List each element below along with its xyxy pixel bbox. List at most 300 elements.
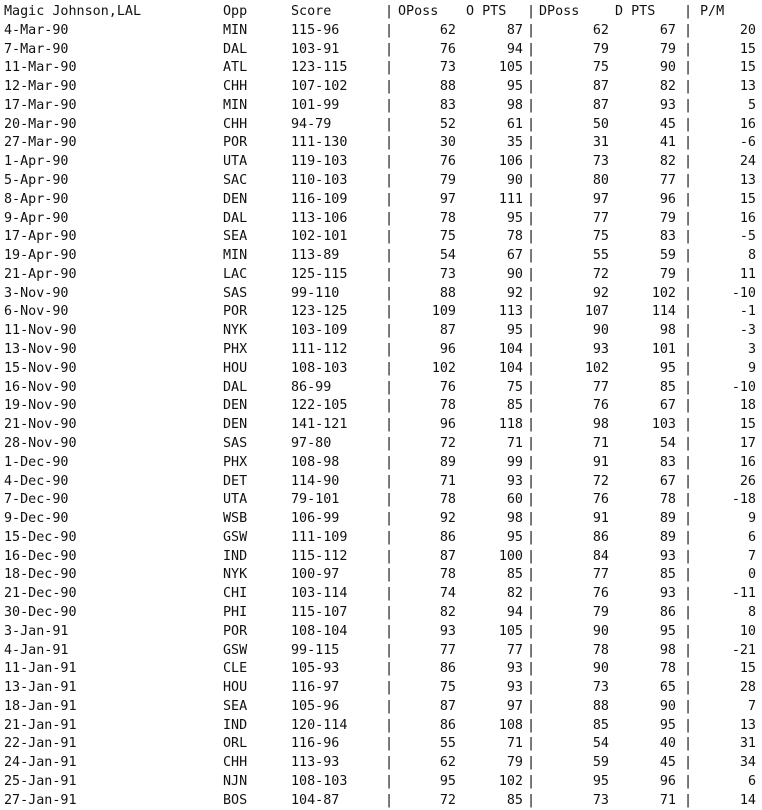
plus-minus-cell: 3 (747, 342, 756, 358)
column-separator: | (684, 323, 693, 339)
dposs-cell: 55 (592, 248, 609, 264)
date-cell: 4-Dec-90 (4, 473, 69, 489)
dpts-cell: 79 (659, 210, 676, 226)
plus-minus-cell: 24 (739, 154, 756, 170)
plus-minus-cell: 18 (739, 398, 756, 414)
column-separator: | (527, 511, 536, 527)
date-cell: 13-Jan-91 (4, 680, 77, 696)
dpts-cell: 83 (659, 229, 676, 245)
table-row (0, 58, 762, 77)
score-cell: 119-103 (291, 154, 348, 170)
table-row (0, 378, 762, 397)
dpts-cell: 54 (659, 435, 676, 451)
opts-cell: 95 (506, 529, 523, 545)
score-cell: 116-96 (291, 736, 340, 752)
score-cell: 105-93 (291, 661, 340, 677)
date-cell: 27-Jan-91 (4, 792, 77, 808)
oposs-cell: 88 (439, 285, 456, 301)
score-cell: 115-107 (291, 604, 348, 620)
column-separator: | (527, 173, 536, 189)
opponent-cell: CLE (223, 661, 248, 677)
opts-cell: 113 (498, 304, 523, 320)
score-cell: 99-115 (291, 642, 340, 658)
player-header: Magic Johnson,LAL (4, 4, 142, 19)
column-separator: | (385, 285, 394, 301)
column-separator: | (385, 22, 394, 38)
dpts-cell: 95 (659, 360, 676, 376)
dposs-cell: 73 (592, 680, 609, 696)
score-cell: 86-99 (291, 379, 332, 395)
column-separator: | (684, 435, 693, 451)
opts-cell: 111 (498, 191, 523, 207)
score-cell: 141-121 (291, 417, 348, 433)
oposs-cell: 92 (439, 511, 456, 527)
date-cell: 21-Apr-90 (4, 266, 77, 282)
opts-cell: 99 (506, 454, 523, 470)
dposs-cell: 88 (592, 698, 609, 714)
dpts-cell: 98 (659, 642, 676, 658)
dposs-cell: 86 (592, 529, 609, 545)
table-row (0, 171, 762, 190)
opponent-cell: UTA (223, 154, 248, 170)
column-separator: | (527, 116, 536, 132)
opponent-cell: ORL (223, 736, 248, 752)
opts-cell: 97 (506, 698, 523, 714)
column-separator: | (684, 417, 693, 433)
column-separator: | (527, 454, 536, 470)
table-row (0, 265, 762, 284)
opponent-cell: PHI (223, 604, 248, 620)
plus-minus-cell: -10 (731, 379, 756, 395)
oposs-cell: 78 (439, 210, 456, 226)
column-separator: | (527, 229, 536, 245)
column-separator: | (684, 210, 693, 226)
opts-cell: 87 (506, 22, 523, 38)
oposs-cell: 88 (439, 79, 456, 95)
dposs-cell: 76 (592, 586, 609, 602)
score-cell: 101-99 (291, 97, 340, 113)
score-cell: 113-106 (291, 210, 348, 226)
column-separator: | (684, 661, 693, 677)
column-separator: | (527, 642, 536, 658)
table-row (0, 547, 762, 566)
dposs-cell: 91 (592, 454, 609, 470)
opts-cell: 118 (498, 417, 523, 433)
opponent-cell: CHI (223, 586, 248, 602)
score-cell: 114-90 (291, 473, 340, 489)
score-cell: 123-125 (291, 304, 348, 320)
opponent-cell: SAS (223, 285, 248, 301)
oposs-cell: 76 (439, 41, 456, 57)
opponent-cell: GSW (223, 529, 248, 545)
date-cell: 7-Dec-90 (4, 492, 69, 508)
date-cell: 15-Dec-90 (4, 529, 77, 545)
table-row (0, 190, 762, 209)
date-cell: 19-Apr-90 (4, 248, 77, 264)
table-row (0, 659, 762, 678)
column-separator: | (684, 454, 693, 470)
column-separator: | (385, 304, 394, 320)
plus-minus-cell: 10 (739, 623, 756, 639)
opts-cell: 67 (506, 248, 523, 264)
column-separator: | (684, 398, 693, 414)
column-separator: | (385, 154, 394, 170)
dposs-cell: 72 (592, 266, 609, 282)
opts-cell: 95 (506, 210, 523, 226)
column-separator: | (385, 266, 394, 282)
column-separator: | (385, 529, 394, 545)
column-separator: | (684, 680, 693, 696)
opts-cell: 104 (498, 342, 523, 358)
dpts-cell: 59 (659, 248, 676, 264)
column-separator: | (684, 97, 693, 113)
dpts-cell: 114 (651, 304, 676, 320)
column-separator: | (527, 792, 536, 808)
column-separator: | (684, 379, 693, 395)
plus-minus-cell: 16 (739, 454, 756, 470)
date-cell: 4-Mar-90 (4, 22, 69, 38)
dposs-cell: 98 (592, 417, 609, 433)
dpts-cell: 67 (659, 398, 676, 414)
column-separator: | (385, 191, 394, 207)
date-cell: 8-Apr-90 (4, 191, 69, 207)
opts-cell: 93 (506, 473, 523, 489)
opponent-cell: PHX (223, 342, 248, 358)
opponent-cell: DAL (223, 41, 248, 57)
table-row (0, 472, 762, 491)
column-separator: | (527, 661, 536, 677)
date-cell: 15-Nov-90 (4, 360, 77, 376)
dpts-cell: 77 (659, 173, 676, 189)
oposs-cell: 73 (439, 266, 456, 282)
column-separator: | (385, 642, 394, 658)
column-separator: | (527, 360, 536, 376)
column-separator: | (684, 173, 693, 189)
table-row (0, 791, 762, 810)
oposs-cell: 75 (439, 680, 456, 696)
oposs-cell: 87 (439, 323, 456, 339)
column-separator: | (684, 116, 693, 132)
date-cell: 3-Jan-91 (4, 623, 69, 639)
plus-minus-cell: -11 (731, 586, 756, 602)
table-row (0, 302, 762, 321)
date-cell: 12-Mar-90 (4, 79, 77, 95)
opponent-cell: DEN (223, 191, 248, 207)
plus-minus-cell: 15 (739, 60, 756, 76)
column-separator: | (385, 135, 394, 151)
column-separator: | (385, 173, 394, 189)
dposs-cell: 72 (592, 473, 609, 489)
date-cell: 4-Jan-91 (4, 642, 69, 658)
column-separator: | (527, 379, 536, 395)
score-cell: 122-105 (291, 398, 348, 414)
score-cell: 111-112 (291, 342, 348, 358)
plus-minus-cell: 13 (739, 79, 756, 95)
dposs-cell: 79 (592, 604, 609, 620)
score-cell: 116-109 (291, 191, 348, 207)
table-row (0, 490, 762, 509)
table-row (0, 509, 762, 528)
dpts-cell: 89 (659, 511, 676, 527)
column-separator: | (684, 266, 693, 282)
column-separator: | (527, 97, 536, 113)
oposs-cell: 54 (439, 248, 456, 264)
dpts-cell: 45 (659, 755, 676, 771)
dpts-column-header: D PTS (615, 4, 656, 19)
plus-minus-cell: 15 (739, 41, 756, 57)
dposs-cell: 77 (592, 210, 609, 226)
opponent-cell: POR (223, 135, 248, 151)
column-separator: | (684, 492, 693, 508)
column-separator: | (684, 342, 693, 358)
oposs-cell: 55 (439, 736, 456, 752)
score-cell: 99-110 (291, 285, 340, 301)
table-row (0, 321, 762, 340)
date-cell: 30-Dec-90 (4, 604, 77, 620)
oposs-cell: 78 (439, 567, 456, 583)
plus-minus-cell: 28 (739, 680, 756, 696)
column-separator: | (527, 680, 536, 696)
score-cell: 123-115 (291, 60, 348, 76)
plus-minus-cell: 0 (747, 567, 756, 583)
plus-minus-cell: 14 (739, 792, 756, 808)
dposs-cell: 62 (592, 22, 609, 38)
opponent-cell: CHH (223, 755, 248, 771)
column-separator: | (684, 604, 693, 620)
oposs-cell: 87 (439, 548, 456, 564)
table-row (0, 40, 762, 59)
column-separator: | (385, 379, 394, 395)
opponent-cell: POR (223, 304, 248, 320)
score-cell: 104-87 (291, 792, 340, 808)
column-separator: | (385, 698, 394, 714)
table-row (0, 115, 762, 134)
oposs-cell: 71 (439, 473, 456, 489)
dposs-cell: 107 (584, 304, 609, 320)
column-separator: | (527, 398, 536, 414)
oposs-cell: 83 (439, 97, 456, 113)
opponent-cell: CHH (223, 79, 248, 95)
column-separator: | (527, 154, 536, 170)
plus-minus-cell: 7 (747, 698, 756, 714)
date-cell: 19-Nov-90 (4, 398, 77, 414)
column-separator: | (527, 304, 536, 320)
dposs-cell: 92 (592, 285, 609, 301)
column-separator: | (385, 79, 394, 95)
oposs-cell: 109 (431, 304, 456, 320)
date-cell: 17-Apr-90 (4, 229, 77, 245)
column-separator: | (684, 135, 693, 151)
dpts-cell: 82 (659, 154, 676, 170)
dposs-cell: 50 (592, 116, 609, 132)
table-row (0, 697, 762, 716)
oposs-cell: 86 (439, 717, 456, 733)
table-row (0, 133, 762, 152)
column-separator: | (527, 492, 536, 508)
dpts-cell: 78 (659, 492, 676, 508)
date-cell: 9-Dec-90 (4, 511, 69, 527)
plus-minus-cell: 9 (747, 511, 756, 527)
pm-column-header: P/M (700, 4, 725, 19)
date-cell: 20-Mar-90 (4, 116, 77, 132)
dpts-cell: 90 (659, 698, 676, 714)
plus-minus-cell: -18 (731, 492, 756, 508)
dpts-cell: 40 (659, 736, 676, 752)
column-separator: | (684, 755, 693, 771)
plus-minus-cell: 15 (739, 191, 756, 207)
dpts-cell: 85 (659, 379, 676, 395)
column-separator: | (684, 229, 693, 245)
column-separator: | (385, 604, 394, 620)
oposs-cell: 87 (439, 698, 456, 714)
opponent-cell: MIN (223, 248, 248, 264)
date-cell: 21-Nov-90 (4, 417, 77, 433)
oposs-cell: 76 (439, 154, 456, 170)
opts-cell: 102 (498, 773, 523, 789)
column-separator: | (527, 773, 536, 789)
dposs-cell: 71 (592, 435, 609, 451)
column-separator: | (527, 210, 536, 226)
table-row (0, 772, 762, 791)
plus-minus-cell: 34 (739, 755, 756, 771)
column-separator: | (527, 4, 536, 19)
dposs-cell: 75 (592, 229, 609, 245)
opponent-cell: SAS (223, 435, 248, 451)
table-row (0, 209, 762, 228)
oposs-cell: 86 (439, 661, 456, 677)
table-row (0, 753, 762, 772)
column-separator: | (684, 698, 693, 714)
table-row (0, 528, 762, 547)
dpts-cell: 83 (659, 454, 676, 470)
column-separator: | (385, 586, 394, 602)
opponent-cell: POR (223, 623, 248, 639)
opts-cell: 85 (506, 398, 523, 414)
opts-cell: 93 (506, 680, 523, 696)
oposs-cell: 78 (439, 398, 456, 414)
date-cell: 11-Nov-90 (4, 323, 77, 339)
plus-minus-cell: 11 (739, 266, 756, 282)
date-cell: 16-Nov-90 (4, 379, 77, 395)
date-cell: 18-Jan-91 (4, 698, 77, 714)
table-row (0, 716, 762, 735)
opts-column-header: O PTS (466, 4, 507, 19)
dpts-cell: 85 (659, 567, 676, 583)
date-cell: 16-Dec-90 (4, 548, 77, 564)
opts-cell: 71 (506, 736, 523, 752)
plus-minus-cell: 15 (739, 417, 756, 433)
opponent-cell: CHH (223, 116, 248, 132)
plus-minus-cell: -5 (739, 229, 756, 245)
opponent-cell: MIN (223, 97, 248, 113)
column-separator: | (385, 773, 394, 789)
column-separator: | (527, 698, 536, 714)
dposs-cell: 77 (592, 567, 609, 583)
opponent-cell: ATL (223, 60, 248, 76)
plus-minus-cell: 6 (747, 773, 756, 789)
column-separator: | (527, 548, 536, 564)
plus-minus-cell: -6 (739, 135, 756, 151)
plus-minus-cell: 20 (739, 22, 756, 38)
dposs-cell: 73 (592, 792, 609, 808)
dposs-cell: 93 (592, 342, 609, 358)
oposs-cell: 72 (439, 792, 456, 808)
dposs-cell: 79 (592, 41, 609, 57)
score-cell: 79-101 (291, 492, 340, 508)
dpts-cell: 93 (659, 586, 676, 602)
opponent-cell: IND (223, 717, 248, 733)
opponent-cell: NJN (223, 773, 248, 789)
dpts-cell: 67 (659, 22, 676, 38)
column-separator: | (385, 435, 394, 451)
score-cell: 107-102 (291, 79, 348, 95)
oposs-cell: 74 (439, 586, 456, 602)
column-separator: | (385, 792, 394, 808)
column-separator: | (684, 22, 693, 38)
oposs-cell: 30 (439, 135, 456, 151)
date-cell: 3-Nov-90 (4, 285, 69, 301)
dpts-cell: 67 (659, 473, 676, 489)
dposs-cell: 87 (592, 79, 609, 95)
opts-cell: 95 (506, 323, 523, 339)
column-separator: | (385, 248, 394, 264)
score-cell: 120-114 (291, 717, 348, 733)
opts-cell: 75 (506, 379, 523, 395)
plus-minus-cell: -3 (739, 323, 756, 339)
oposs-cell: 76 (439, 379, 456, 395)
score-cell: 111-130 (291, 135, 348, 151)
dposs-cell: 90 (592, 323, 609, 339)
score-cell: 94-79 (291, 116, 332, 132)
dpts-cell: 41 (659, 135, 676, 151)
opts-cell: 60 (506, 492, 523, 508)
dposs-cell: 87 (592, 97, 609, 113)
column-separator: | (684, 773, 693, 789)
opts-cell: 98 (506, 511, 523, 527)
column-separator: | (385, 736, 394, 752)
date-cell: 21-Dec-90 (4, 586, 77, 602)
opts-cell: 98 (506, 97, 523, 113)
oposs-cell: 82 (439, 604, 456, 620)
opts-cell: 35 (506, 135, 523, 151)
oposs-cell: 75 (439, 229, 456, 245)
plus-minus-cell: 15 (739, 661, 756, 677)
oposs-column-header: OPoss (398, 4, 439, 19)
column-separator: | (527, 60, 536, 76)
column-separator: | (385, 4, 394, 19)
opponent-cell: DEN (223, 398, 248, 414)
column-separator: | (385, 97, 394, 113)
table-row (0, 641, 762, 660)
opts-cell: 105 (498, 60, 523, 76)
plus-minus-cell: 16 (739, 210, 756, 226)
table-row (0, 284, 762, 303)
opts-cell: 108 (498, 717, 523, 733)
opponent-cell: DAL (223, 210, 248, 226)
opponent-cell: PHX (223, 454, 248, 470)
date-cell: 18-Dec-90 (4, 567, 77, 583)
column-separator: | (527, 755, 536, 771)
plus-minus-cell: 31 (739, 736, 756, 752)
dpts-cell: 90 (659, 60, 676, 76)
oposs-cell: 93 (439, 623, 456, 639)
column-separator: | (527, 435, 536, 451)
dpts-cell: 78 (659, 661, 676, 677)
dpts-cell: 101 (651, 342, 676, 358)
column-separator: | (385, 454, 394, 470)
table-row (0, 152, 762, 171)
dposs-cell: 76 (592, 398, 609, 414)
